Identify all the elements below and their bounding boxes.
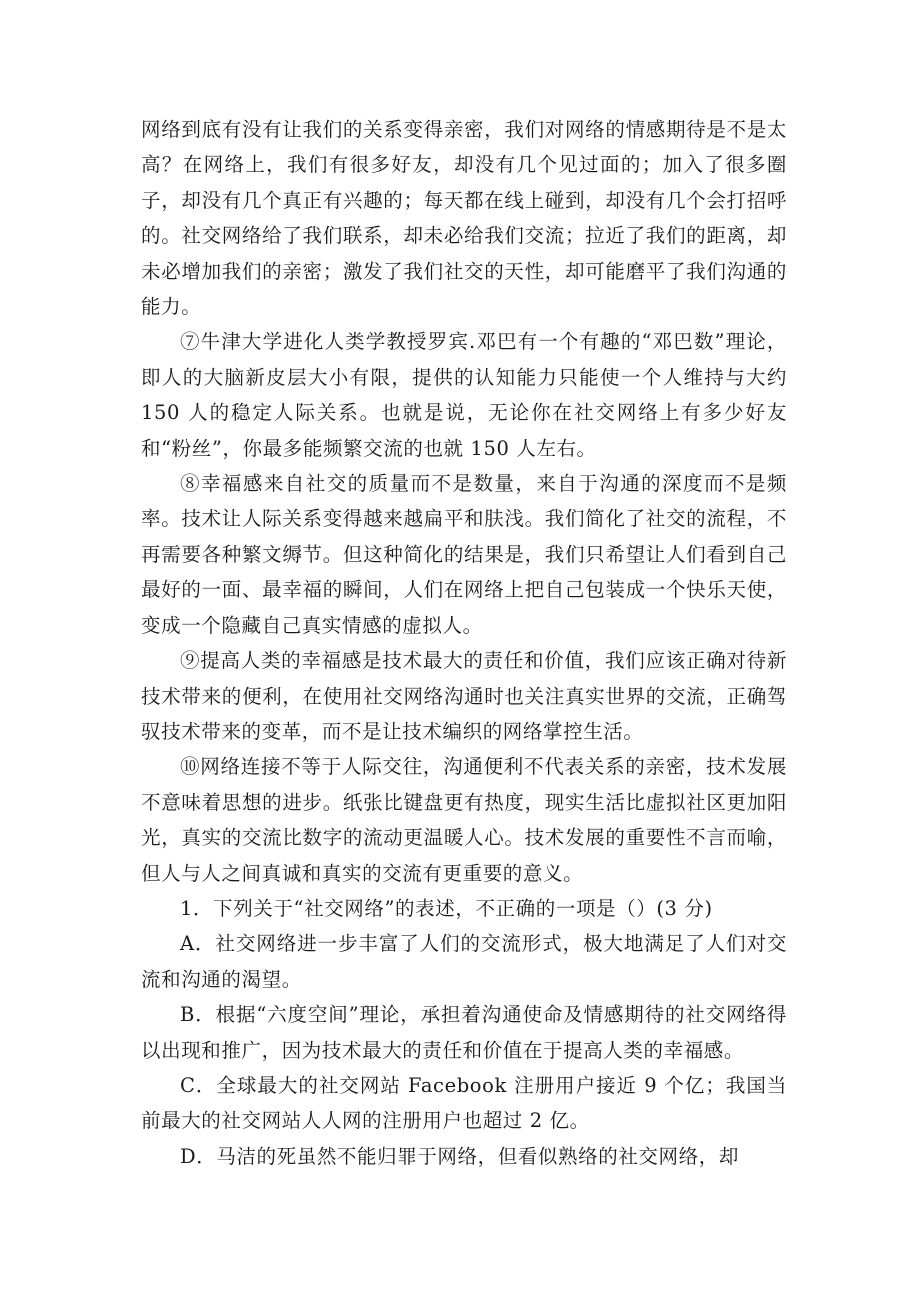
question-1-stem: 1．下列关于“社交网络”的表述，不正确的一项是（）(3 分) — [180, 896, 713, 920]
question-1-option-d: D．马洁的死虽然不能归罪于网络，但看似熟络的社交网络，却 — [180, 1144, 739, 1168]
paragraph-6-continued: 网络到底有没有让我们的关系变得亲密，我们对网络的情感期待是不是太高？在网络上，我们有很多好友，却没有几个见过面的；加入了很多圈子，却没有几个真正有兴趣的；每天都在线上碰到，却没有几个会打招呼的。社交网络给了我们联系，却未必给我们交流；拉近了我们的距离，却未必增加我们的亲密；激发了我们社交的天性，却可能磨平了我们沟通的能力。 — [141, 118, 787, 319]
question-1-option-b: B．根据“六度空间”理论，承担着沟通使命及情感期待的社交网络得以出现和推广，因为技术最大的责任和价值在于提高人类的幸福感。 — [141, 1003, 787, 1062]
paragraph-8: ⑧幸福感来自社交的质量而不是数量，来自于沟通的深度而不是频率。技术让人际关系变得越来越扁平和肤浅。我们简化了社交的流程，不再需要各种繁文缛节。但这种简化的结果是，我们只希望让人们看到自己最好的一面、最幸福的瞬间，人们在网络上把自己包装成一个快乐天使，变成一个隐藏自己真实情感的虚拟人。 — [141, 472, 787, 637]
paragraph-7: ⑦牛津大学进化人类学教授罗宾.邓巴有一个有趣的“邓巴数”理论，即人的大脑新皮层大小有限，提供的认知能力只能使一个人维持与大约 150 人的稳定人际关系。也就是说，无论你在社交网络上有多少好友和“粉丝”，你最多能频繁交流的也就 150 人左右。 — [141, 330, 787, 460]
question-1-option-a: A．社交网络进一步丰富了人们的交流形式，极大地满足了人们对交流和沟通的渴望。 — [141, 932, 787, 991]
question-1-option-c: C．全球最大的社交网站 Facebook 注册用户接近 9 个亿；我国当前最大的社交网站人人网的注册用户也超过 2 亿。 — [141, 1073, 787, 1133]
paragraph-9: ⑨提高人类的幸福感是技术最大的责任和价值，我们应该正确对待新技术带来的便利，在使用社交网络沟通时也关注真实世界的交流，正确驾驭技术带来的变革，而不是让技术编织的网络掌控生活。 — [141, 649, 787, 743]
paragraph-10: ⑩网络连接不等于人际交往，沟通便利不代表关系的亲密，技术发展不意味着思想的进步。纸张比键盘更有热度，现实生活比虚拟社区更加阳光，真实的交流比数字的流动更温暖人心。技术发展的重要性不言而喻，但人与人之间真诚和真实的交流有更重要的意义。 — [141, 755, 787, 885]
article-body — [141, 112, 787, 1174]
